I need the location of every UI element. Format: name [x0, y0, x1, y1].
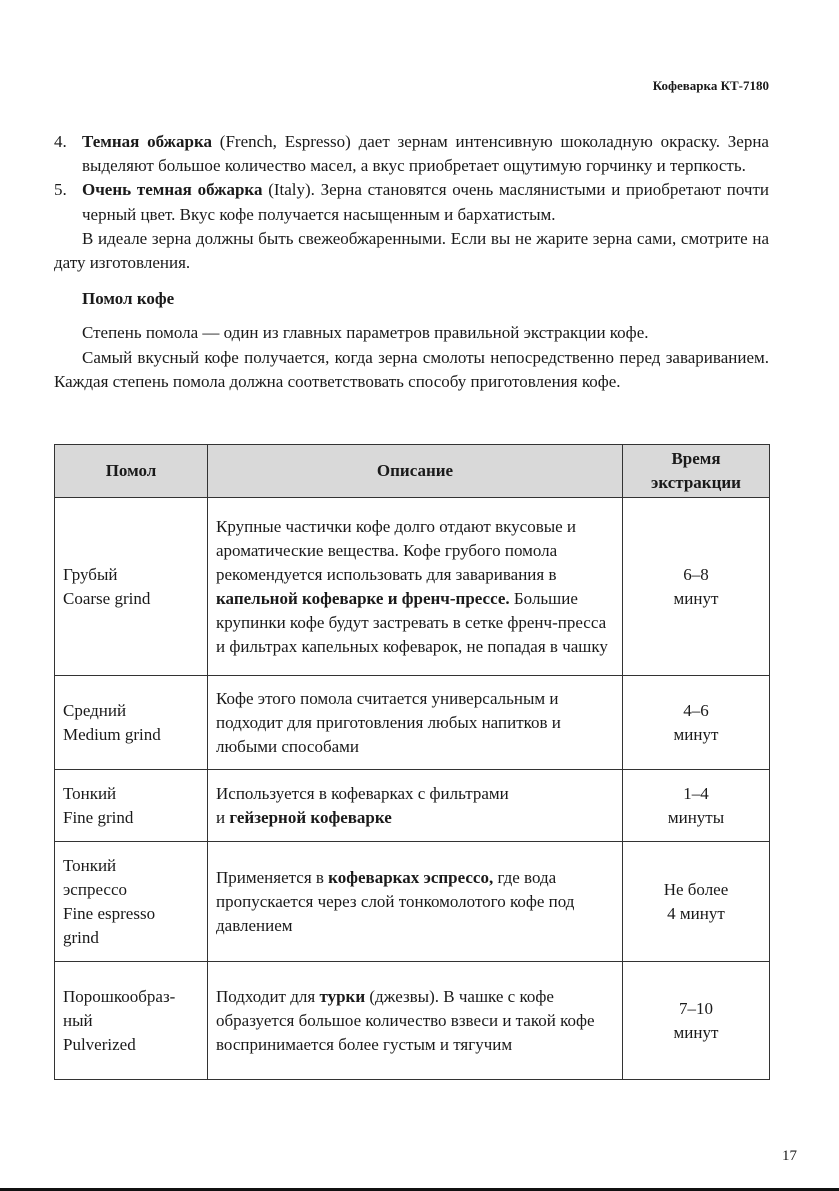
- grind-cell: Тонкий Fine grind: [55, 770, 208, 842]
- list-term: Темная обжарка: [82, 132, 212, 151]
- list-text: [82, 178, 769, 226]
- description-emphasis: гейзерной кофеварке: [229, 807, 392, 827]
- column-header-description: Описание: [208, 445, 623, 498]
- table-row: [55, 498, 770, 676]
- list-term: Очень темная обжарка: [82, 180, 263, 200]
- list-description: (Italy). Зерна становятся очень маслянистыми и приобретают почти черный цвет. Вкус кофе получается насыщенным и бархатистым.: [82, 180, 769, 224]
- list-item: [54, 130, 769, 178]
- description-cell: [208, 962, 623, 1080]
- time-cell: 6–8 минут: [623, 498, 770, 676]
- description-cell: [208, 676, 623, 770]
- description-cell: [208, 842, 623, 962]
- description-text: Большие крупинки кофе будут застревать в сетке френч-пресса и фильтрах капельных кофеварок, не попадая в чашку: [216, 588, 608, 656]
- description-cell: [208, 770, 623, 842]
- description-text: где вода пропускается через слой тонкомолотого кофе под давлением: [216, 867, 575, 935]
- description-text: Подходит для: [216, 986, 320, 1006]
- column-header-time: Время экстракции: [623, 445, 770, 498]
- time-cell: 4–6 минут: [623, 676, 770, 770]
- table-row: [55, 676, 770, 770]
- description-text: Применяется в: [216, 867, 329, 887]
- list-description: (French, Espresso) дает зернам интенсивную шоколадную окраску. Зерна выделяют большое количество масел, а вкус приобретает ощутимую горчинку и терпкость.: [82, 132, 769, 176]
- time-cell: Не более 4 минут: [623, 842, 770, 962]
- table-row: [55, 962, 770, 1080]
- description-emphasis: турки: [319, 986, 366, 1006]
- list-text: [82, 130, 769, 178]
- list-number: 4.: [54, 132, 67, 151]
- paragraph: Степень помола — один из главных параметров правильной экстракции кофе.: [82, 323, 649, 343]
- body-text: [54, 130, 769, 394]
- table-header-row: [55, 445, 770, 498]
- freshness-paragraph: В идеале зерна должны быть свежеобжаренными. Если вы не жарите зерна сами, смотрите на дату изготовления.: [54, 228, 769, 273]
- table-row: [55, 842, 770, 962]
- table-row: [55, 770, 770, 842]
- list-number: 5.: [54, 180, 67, 200]
- description-text: Кофе этого помола считается универсальным и подходит для приготовления любых напитков и любыми способами: [216, 688, 561, 756]
- list-item: [54, 178, 769, 226]
- grind-cell: Средний Medium grind: [55, 676, 208, 770]
- running-header: Кофеварка КТ-7180: [652, 78, 769, 93]
- grind-cell: Тонкий эспрессо Fine espresso grind: [55, 842, 208, 962]
- description-emphasis: кофеварках эспрессо,: [328, 867, 494, 887]
- roast-list: [54, 130, 769, 227]
- grind-table: [54, 444, 770, 1080]
- grind-cell: Порошкообраз- ный Pulverized: [55, 962, 208, 1080]
- page-number: 17: [782, 1148, 797, 1164]
- paragraph: Самый вкусный кофе получается, когда зерна смолоты непосредственно перед завариванием. Каждая степень помола должна соответствовать способу приготовления кофе.: [54, 347, 769, 391]
- time-cell: 7–10 минут: [623, 962, 770, 1080]
- grind-cell: Грубый Coarse grind: [55, 498, 208, 676]
- description-text: (джезвы). В чашке с кофе образуется большое количество взвеси и такой кофе воспринимается более густым и тягучим: [216, 986, 595, 1054]
- section-title: Помол кофе: [82, 289, 175, 309]
- description-emphasis: капельной кофеварке и френч-прессе.: [216, 588, 510, 608]
- column-header-grind: Помол: [55, 445, 208, 498]
- time-cell: 1–4 минуты: [623, 770, 770, 842]
- description-text: Используется в кофеварках с фильтрами и: [216, 783, 509, 827]
- description-text: Крупные частички кофе долго отдают вкусовые и ароматические вещества. Кофе грубого помола рекомендуется использовать для заваривания в: [216, 516, 577, 584]
- description-cell: [208, 498, 623, 676]
